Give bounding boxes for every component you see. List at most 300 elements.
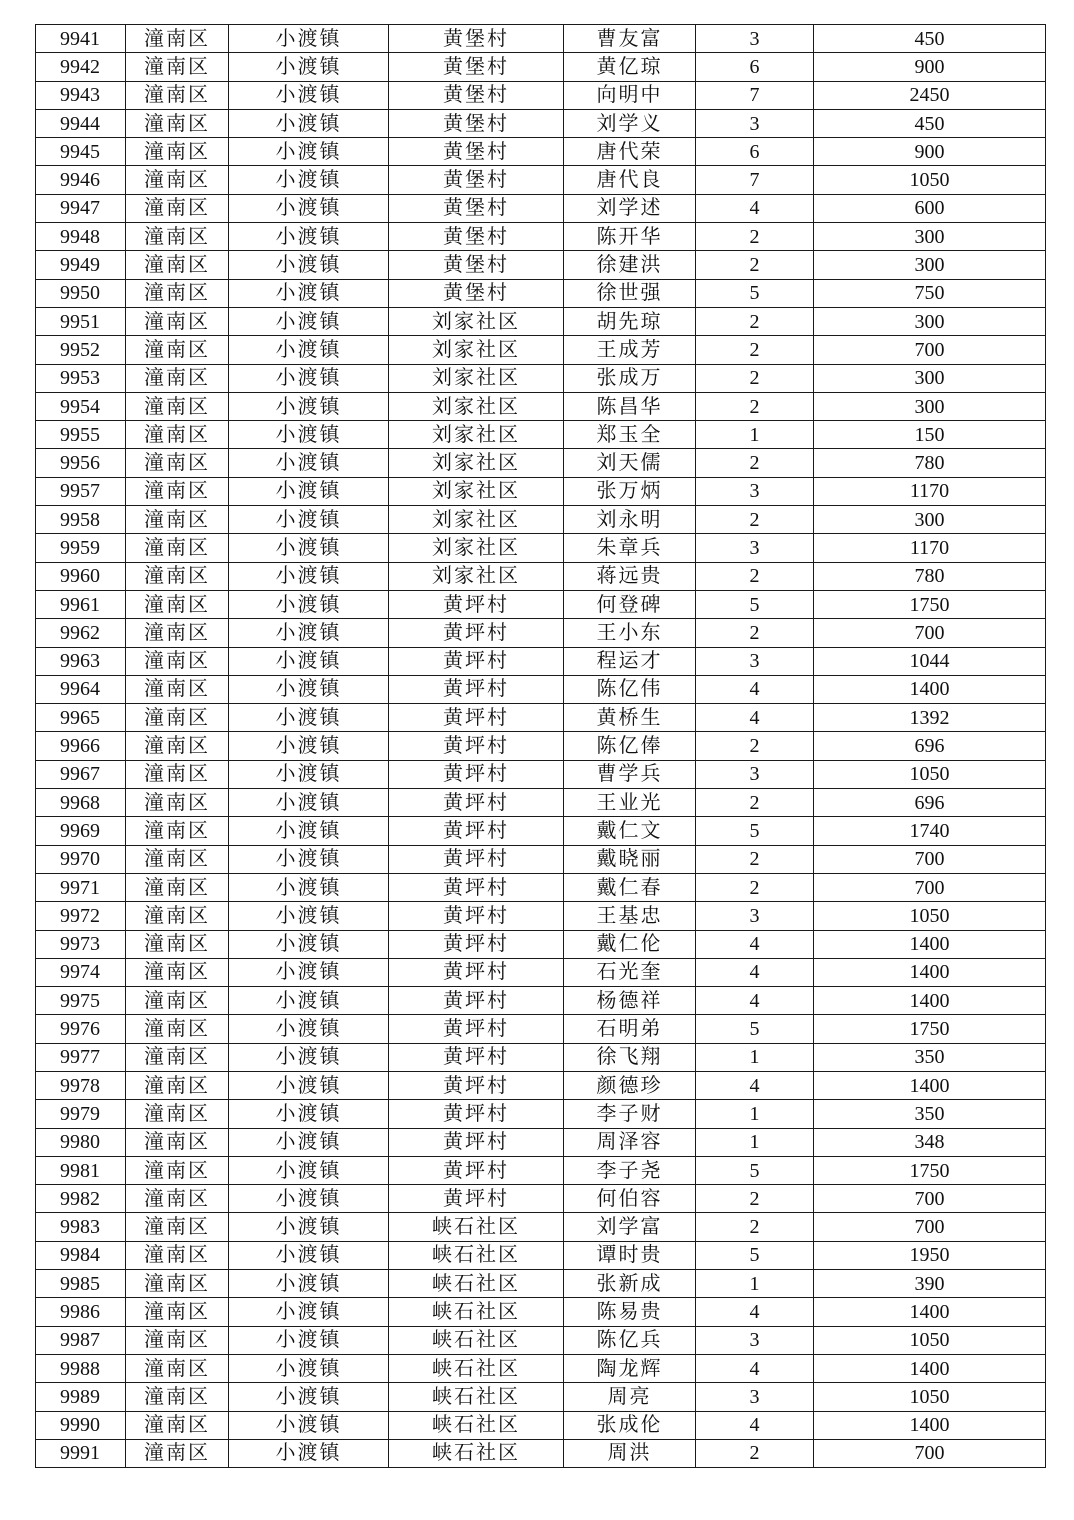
cell-district: 潼南区: [126, 1270, 229, 1298]
cell-village: 峡石社区: [389, 1326, 564, 1354]
cell-town: 小渡镇: [229, 1185, 389, 1213]
cell-amount: 300: [814, 223, 1046, 251]
cell-district: 潼南区: [126, 223, 229, 251]
cell-household-count: 2: [696, 845, 814, 873]
cell-town: 小渡镇: [229, 1015, 389, 1043]
cell-amount: 300: [814, 307, 1046, 335]
cell-village: 黄坪村: [389, 1156, 564, 1184]
table-row: [36, 1156, 1046, 1184]
cell-row-number: 9965: [36, 704, 126, 732]
table-row: [36, 81, 1046, 109]
cell-town: 小渡镇: [229, 1213, 389, 1241]
cell-amount: 700: [814, 336, 1046, 364]
cell-household-count: 7: [696, 81, 814, 109]
cell-village: 黄坪村: [389, 647, 564, 675]
cell-village: 黄堡村: [389, 166, 564, 194]
cell-town: 小渡镇: [229, 53, 389, 81]
cell-district: 潼南区: [126, 1439, 229, 1467]
cell-district: 潼南区: [126, 336, 229, 364]
cell-village: 刘家社区: [389, 421, 564, 449]
cell-household-count: 2: [696, 364, 814, 392]
cell-amount: 150: [814, 421, 1046, 449]
cell-name: 张成伦: [564, 1411, 696, 1439]
cell-town: 小渡镇: [229, 1326, 389, 1354]
table-row: [36, 251, 1046, 279]
cell-town: 小渡镇: [229, 1043, 389, 1071]
cell-name: 颜德珍: [564, 1071, 696, 1099]
cell-household-count: 2: [696, 789, 814, 817]
cell-village: 刘家社区: [389, 477, 564, 505]
table-row: [36, 930, 1046, 958]
cell-amount: 1400: [814, 958, 1046, 986]
cell-village: 黄坪村: [389, 704, 564, 732]
cell-town: 小渡镇: [229, 590, 389, 618]
cell-household-count: 1: [696, 1043, 814, 1071]
table-row: [36, 166, 1046, 194]
cell-name: 黄桥生: [564, 704, 696, 732]
table-row: [36, 109, 1046, 137]
cell-household-count: 1: [696, 1128, 814, 1156]
cell-amount: 700: [814, 1213, 1046, 1241]
cell-name: 谭时贵: [564, 1241, 696, 1269]
cell-district: 潼南区: [126, 449, 229, 477]
table-row: [36, 534, 1046, 562]
cell-village: 黄坪村: [389, 958, 564, 986]
cell-name: 张万炳: [564, 477, 696, 505]
cell-amount: 1400: [814, 1298, 1046, 1326]
cell-village: 黄坪村: [389, 817, 564, 845]
cell-amount: 1392: [814, 704, 1046, 732]
cell-district: 潼南区: [126, 760, 229, 788]
table-row: [36, 1298, 1046, 1326]
table-row: [36, 477, 1046, 505]
cell-row-number: 9969: [36, 817, 126, 845]
cell-district: 潼南区: [126, 53, 229, 81]
cell-district: 潼南区: [126, 506, 229, 534]
table-row: [36, 392, 1046, 420]
cell-row-number: 9967: [36, 760, 126, 788]
cell-village: 黄堡村: [389, 109, 564, 137]
cell-row-number: 9952: [36, 336, 126, 364]
cell-village: 黄坪村: [389, 789, 564, 817]
cell-district: 潼南区: [126, 251, 229, 279]
cell-village: 黄坪村: [389, 619, 564, 647]
cell-village: 峡石社区: [389, 1298, 564, 1326]
cell-row-number: 9955: [36, 421, 126, 449]
cell-village: 黄坪村: [389, 1185, 564, 1213]
cell-amount: 1050: [814, 166, 1046, 194]
cell-row-number: 9962: [36, 619, 126, 647]
cell-town: 小渡镇: [229, 279, 389, 307]
cell-row-number: 9982: [36, 1185, 126, 1213]
table-row: [36, 647, 1046, 675]
cell-district: 潼南区: [126, 1043, 229, 1071]
cell-amount: 1950: [814, 1241, 1046, 1269]
table-row: [36, 194, 1046, 222]
cell-amount: 750: [814, 279, 1046, 307]
cell-name: 陶龙辉: [564, 1354, 696, 1382]
cell-name: 刘永明: [564, 506, 696, 534]
table-row: [36, 590, 1046, 618]
cell-village: 黄坪村: [389, 1071, 564, 1099]
cell-district: 潼南区: [126, 562, 229, 590]
cell-name: 王业光: [564, 789, 696, 817]
cell-household-count: 3: [696, 1383, 814, 1411]
cell-village: 黄坪村: [389, 760, 564, 788]
cell-household-count: 6: [696, 138, 814, 166]
table-row: [36, 704, 1046, 732]
cell-row-number: 9976: [36, 1015, 126, 1043]
table-row: [36, 732, 1046, 760]
cell-town: 小渡镇: [229, 194, 389, 222]
cell-name: 戴仁伦: [564, 930, 696, 958]
cell-district: 潼南区: [126, 364, 229, 392]
cell-district: 潼南区: [126, 166, 229, 194]
cell-row-number: 9978: [36, 1071, 126, 1099]
cell-town: 小渡镇: [229, 1411, 389, 1439]
cell-district: 潼南区: [126, 1100, 229, 1128]
table-row: [36, 789, 1046, 817]
cell-town: 小渡镇: [229, 336, 389, 364]
cell-amount: 1400: [814, 1071, 1046, 1099]
cell-village: 峡石社区: [389, 1411, 564, 1439]
table-row: [36, 1043, 1046, 1071]
cell-village: 峡石社区: [389, 1213, 564, 1241]
cell-row-number: 9968: [36, 789, 126, 817]
cell-village: 黄堡村: [389, 279, 564, 307]
cell-household-count: 2: [696, 619, 814, 647]
cell-name: 周洪: [564, 1439, 696, 1467]
cell-town: 小渡镇: [229, 223, 389, 251]
cell-district: 潼南区: [126, 817, 229, 845]
cell-name: 徐飞翔: [564, 1043, 696, 1071]
cell-name: 曹学兵: [564, 760, 696, 788]
cell-district: 潼南区: [126, 1015, 229, 1043]
cell-row-number: 9948: [36, 223, 126, 251]
cell-village: 刘家社区: [389, 534, 564, 562]
cell-household-count: 3: [696, 477, 814, 505]
cell-district: 潼南区: [126, 704, 229, 732]
cell-household-count: 1: [696, 421, 814, 449]
cell-household-count: 2: [696, 732, 814, 760]
cell-town: 小渡镇: [229, 817, 389, 845]
cell-district: 潼南区: [126, 1213, 229, 1241]
cell-household-count: 1: [696, 1270, 814, 1298]
cell-district: 潼南区: [126, 619, 229, 647]
cell-village: 黄堡村: [389, 138, 564, 166]
cell-district: 潼南区: [126, 1298, 229, 1326]
table-row: [36, 279, 1046, 307]
table-row: [36, 1241, 1046, 1269]
cell-household-count: 2: [696, 449, 814, 477]
table-row: [36, 1213, 1046, 1241]
cell-row-number: 9990: [36, 1411, 126, 1439]
cell-town: 小渡镇: [229, 1298, 389, 1326]
cell-village: 黄堡村: [389, 223, 564, 251]
cell-town: 小渡镇: [229, 760, 389, 788]
cell-name: 程运才: [564, 647, 696, 675]
cell-name: 胡先琼: [564, 307, 696, 335]
cell-amount: 390: [814, 1270, 1046, 1298]
cell-row-number: 9975: [36, 987, 126, 1015]
cell-district: 潼南区: [126, 1326, 229, 1354]
cell-household-count: 4: [696, 987, 814, 1015]
cell-row-number: 9984: [36, 1241, 126, 1269]
cell-district: 潼南区: [126, 477, 229, 505]
cell-district: 潼南区: [126, 845, 229, 873]
cell-town: 小渡镇: [229, 1128, 389, 1156]
cell-village: 刘家社区: [389, 562, 564, 590]
cell-amount: 300: [814, 251, 1046, 279]
cell-household-count: 3: [696, 647, 814, 675]
cell-district: 潼南区: [126, 732, 229, 760]
cell-name: 陈亿兵: [564, 1326, 696, 1354]
cell-row-number: 9949: [36, 251, 126, 279]
cell-name: 郑玉全: [564, 421, 696, 449]
cell-name: 刘学述: [564, 194, 696, 222]
table-row: [36, 562, 1046, 590]
cell-name: 戴仁春: [564, 873, 696, 901]
cell-household-count: 3: [696, 109, 814, 137]
cell-amount: 1400: [814, 1411, 1046, 1439]
cell-name: 王小东: [564, 619, 696, 647]
cell-town: 小渡镇: [229, 25, 389, 53]
cell-town: 小渡镇: [229, 392, 389, 420]
cell-village: 刘家社区: [389, 364, 564, 392]
cell-town: 小渡镇: [229, 958, 389, 986]
cell-row-number: 9980: [36, 1128, 126, 1156]
cell-village: 黄坪村: [389, 1043, 564, 1071]
cell-name: 周亮: [564, 1383, 696, 1411]
cell-district: 潼南区: [126, 138, 229, 166]
cell-village: 黄堡村: [389, 194, 564, 222]
cell-town: 小渡镇: [229, 307, 389, 335]
cell-row-number: 9977: [36, 1043, 126, 1071]
cell-household-count: 5: [696, 590, 814, 618]
cell-row-number: 9958: [36, 506, 126, 534]
cell-town: 小渡镇: [229, 789, 389, 817]
cell-household-count: 2: [696, 562, 814, 590]
cell-household-count: 5: [696, 1241, 814, 1269]
cell-district: 潼南区: [126, 873, 229, 901]
cell-row-number: 9979: [36, 1100, 126, 1128]
cell-village: 峡石社区: [389, 1439, 564, 1467]
cell-name: 李子尧: [564, 1156, 696, 1184]
cell-district: 潼南区: [126, 1383, 229, 1411]
cell-town: 小渡镇: [229, 1241, 389, 1269]
cell-village: 刘家社区: [389, 449, 564, 477]
cell-amount: 1750: [814, 1015, 1046, 1043]
cell-town: 小渡镇: [229, 506, 389, 534]
cell-district: 潼南区: [126, 590, 229, 618]
cell-district: 潼南区: [126, 1241, 229, 1269]
cell-town: 小渡镇: [229, 704, 389, 732]
cell-amount: 450: [814, 109, 1046, 137]
table-row: [36, 138, 1046, 166]
cell-amount: 1050: [814, 902, 1046, 930]
cell-row-number: 9971: [36, 873, 126, 901]
cell-district: 潼南区: [126, 647, 229, 675]
cell-household-count: 4: [696, 958, 814, 986]
cell-name: 陈开华: [564, 223, 696, 251]
cell-amount: 780: [814, 449, 1046, 477]
cell-row-number: 9981: [36, 1156, 126, 1184]
table-row: [36, 1071, 1046, 1099]
cell-row-number: 9988: [36, 1354, 126, 1382]
table-row: [36, 336, 1046, 364]
cell-household-count: 2: [696, 506, 814, 534]
cell-household-count: 4: [696, 704, 814, 732]
cell-village: 黄坪村: [389, 902, 564, 930]
cell-village: 黄坪村: [389, 1100, 564, 1128]
table-row: [36, 223, 1046, 251]
table-row: [36, 902, 1046, 930]
cell-row-number: 9961: [36, 590, 126, 618]
table-row: [36, 1100, 1046, 1128]
cell-amount: 700: [814, 1185, 1046, 1213]
cell-amount: 1400: [814, 987, 1046, 1015]
cell-name: 何伯容: [564, 1185, 696, 1213]
cell-amount: 350: [814, 1100, 1046, 1128]
cell-district: 潼南区: [126, 421, 229, 449]
cell-town: 小渡镇: [229, 421, 389, 449]
cell-row-number: 9985: [36, 1270, 126, 1298]
cell-amount: 696: [814, 732, 1046, 760]
cell-household-count: 5: [696, 817, 814, 845]
cell-row-number: 9991: [36, 1439, 126, 1467]
cell-household-count: 3: [696, 760, 814, 788]
cell-amount: 696: [814, 789, 1046, 817]
table-row: [36, 873, 1046, 901]
cell-household-count: 4: [696, 1071, 814, 1099]
cell-name: 刘学富: [564, 1213, 696, 1241]
cell-row-number: 9972: [36, 902, 126, 930]
cell-amount: 900: [814, 138, 1046, 166]
table-row: [36, 1411, 1046, 1439]
cell-name: 陈昌华: [564, 392, 696, 420]
cell-amount: 450: [814, 25, 1046, 53]
cell-village: 黄堡村: [389, 25, 564, 53]
table-row: [36, 760, 1046, 788]
cell-district: 潼南区: [126, 789, 229, 817]
cell-amount: 1050: [814, 1383, 1046, 1411]
cell-amount: 700: [814, 845, 1046, 873]
cell-household-count: 2: [696, 251, 814, 279]
cell-row-number: 9959: [36, 534, 126, 562]
table-row: [36, 1326, 1046, 1354]
table-row: [36, 1439, 1046, 1467]
cell-town: 小渡镇: [229, 109, 389, 137]
cell-village: 刘家社区: [389, 336, 564, 364]
cell-amount: 900: [814, 53, 1046, 81]
cell-village: 黄坪村: [389, 873, 564, 901]
cell-name: 周泽容: [564, 1128, 696, 1156]
cell-town: 小渡镇: [229, 1270, 389, 1298]
cell-town: 小渡镇: [229, 562, 389, 590]
cell-town: 小渡镇: [229, 449, 389, 477]
cell-row-number: 9963: [36, 647, 126, 675]
cell-village: 黄坪村: [389, 845, 564, 873]
cell-household-count: 2: [696, 336, 814, 364]
cell-amount: 1750: [814, 1156, 1046, 1184]
cell-household-count: 2: [696, 307, 814, 335]
cell-row-number: 9943: [36, 81, 126, 109]
cell-district: 潼南区: [126, 987, 229, 1015]
table-row: [36, 1015, 1046, 1043]
cell-town: 小渡镇: [229, 477, 389, 505]
cell-amount: 300: [814, 506, 1046, 534]
cell-household-count: 7: [696, 166, 814, 194]
cell-amount: 1400: [814, 930, 1046, 958]
cell-amount: 700: [814, 1439, 1046, 1467]
cell-village: 峡石社区: [389, 1383, 564, 1411]
cell-village: 刘家社区: [389, 506, 564, 534]
cell-row-number: 9986: [36, 1298, 126, 1326]
table-row: [36, 1128, 1046, 1156]
cell-town: 小渡镇: [229, 675, 389, 703]
cell-name: 戴晓丽: [564, 845, 696, 873]
cell-town: 小渡镇: [229, 845, 389, 873]
cell-row-number: 9945: [36, 138, 126, 166]
cell-district: 潼南区: [126, 1354, 229, 1382]
cell-household-count: 5: [696, 1015, 814, 1043]
cell-district: 潼南区: [126, 930, 229, 958]
cell-village: 刘家社区: [389, 307, 564, 335]
cell-amount: 2450: [814, 81, 1046, 109]
cell-row-number: 9987: [36, 1326, 126, 1354]
cell-town: 小渡镇: [229, 1156, 389, 1184]
cell-household-count: 2: [696, 223, 814, 251]
cell-name: 王成芳: [564, 336, 696, 364]
cell-amount: 600: [814, 194, 1046, 222]
table-row: [36, 449, 1046, 477]
cell-amount: 1740: [814, 817, 1046, 845]
cell-town: 小渡镇: [229, 1439, 389, 1467]
cell-village: 黄坪村: [389, 732, 564, 760]
cell-district: 潼南区: [126, 307, 229, 335]
cell-town: 小渡镇: [229, 647, 389, 675]
cell-household-count: 2: [696, 1213, 814, 1241]
cell-row-number: 9964: [36, 675, 126, 703]
cell-village: 黄堡村: [389, 81, 564, 109]
cell-town: 小渡镇: [229, 166, 389, 194]
cell-amount: 1050: [814, 1326, 1046, 1354]
table-row: [36, 1270, 1046, 1298]
cell-town: 小渡镇: [229, 902, 389, 930]
cell-row-number: 9942: [36, 53, 126, 81]
cell-amount: 300: [814, 364, 1046, 392]
table-row: [36, 1354, 1046, 1382]
cell-town: 小渡镇: [229, 930, 389, 958]
cell-household-count: 4: [696, 1298, 814, 1326]
table-row: [36, 958, 1046, 986]
cell-amount: 700: [814, 873, 1046, 901]
cell-district: 潼南区: [126, 109, 229, 137]
cell-household-count: 3: [696, 902, 814, 930]
cell-name: 徐建洪: [564, 251, 696, 279]
cell-name: 黄亿琼: [564, 53, 696, 81]
cell-town: 小渡镇: [229, 732, 389, 760]
cell-row-number: 9941: [36, 25, 126, 53]
table-row: [36, 421, 1046, 449]
cell-town: 小渡镇: [229, 251, 389, 279]
cell-town: 小渡镇: [229, 619, 389, 647]
table-row: [36, 1185, 1046, 1213]
cell-row-number: 9951: [36, 307, 126, 335]
table-row: [36, 1383, 1046, 1411]
cell-village: 黄堡村: [389, 53, 564, 81]
cell-row-number: 9950: [36, 279, 126, 307]
